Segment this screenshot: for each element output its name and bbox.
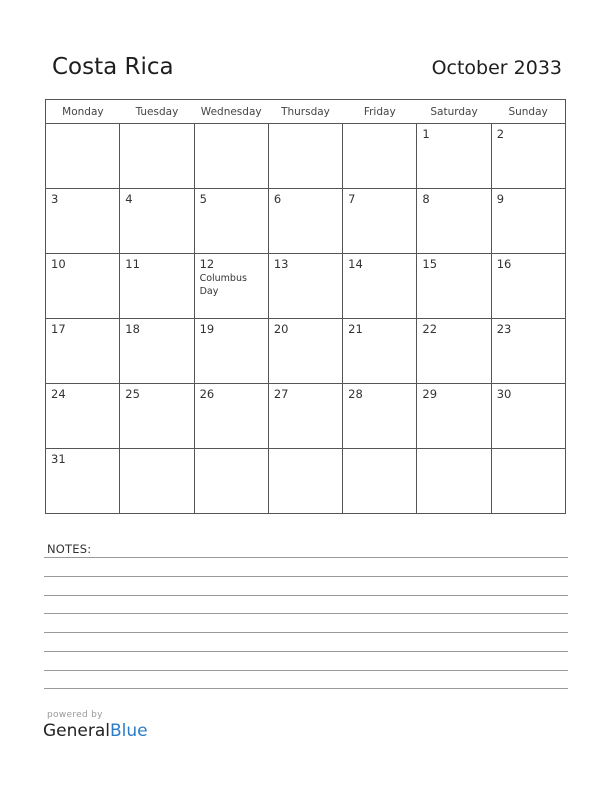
day-number: 2 [496, 127, 505, 141]
weekday-header: Saturday [417, 100, 491, 124]
day-cell [194, 254, 268, 319]
week-row [46, 319, 566, 384]
notes-line [44, 576, 568, 577]
day-number: 12 [199, 257, 215, 271]
weekday-header: Monday [46, 100, 120, 124]
day-number: 18 [125, 322, 140, 336]
day-number: 5 [199, 192, 207, 206]
notes-line [44, 670, 568, 671]
day-cell [46, 319, 120, 384]
country-title: Costa Rica [52, 54, 174, 80]
weekday-header: Friday [343, 100, 417, 124]
day-cell [343, 254, 417, 319]
day-cell [343, 189, 417, 254]
notes-line [44, 632, 568, 633]
notes-line [44, 651, 568, 652]
day-cell [194, 124, 268, 189]
day-number: 30 [496, 387, 512, 401]
week-row [46, 189, 566, 254]
day-cell [491, 319, 565, 384]
week-row [46, 124, 566, 189]
day-cell [417, 319, 491, 384]
day-cell [343, 384, 417, 449]
weekday-header: Tuesday [120, 100, 194, 124]
day-cell [417, 189, 491, 254]
day-number: 29 [422, 387, 438, 401]
day-cell [491, 384, 565, 449]
day-cell [268, 254, 342, 319]
day-number: 6 [273, 192, 282, 206]
day-cell [194, 449, 268, 514]
day-cell [46, 254, 120, 319]
day-number: 15 [422, 257, 438, 271]
brand-name-part1: General [43, 721, 110, 741]
day-cell [343, 124, 417, 189]
notes-label: NOTES: [47, 542, 92, 556]
day-cell [194, 319, 268, 384]
day-number: 8 [422, 192, 430, 206]
week-row [46, 384, 566, 449]
day-cell [46, 189, 120, 254]
day-number: 19 [199, 322, 215, 336]
day-number: 17 [51, 322, 66, 336]
day-cell [194, 384, 268, 449]
month-year-title: October 2033 [431, 57, 562, 79]
day-cell [46, 449, 120, 514]
week-row [46, 254, 566, 319]
day-cell [343, 449, 417, 514]
day-cell [120, 449, 194, 514]
day-number: 31 [51, 452, 66, 466]
generalblue-logo [43, 721, 148, 741]
week-row [46, 449, 566, 514]
day-cell [120, 254, 194, 319]
day-number: 1 [422, 127, 430, 141]
day-number: 9 [496, 192, 505, 206]
day-cell [120, 384, 194, 449]
day-number: 22 [422, 322, 438, 336]
day-cell [491, 124, 565, 189]
notes-line [44, 557, 568, 558]
day-cell [268, 384, 342, 449]
weekday-header-row [46, 100, 566, 124]
day-cell [46, 384, 120, 449]
day-number: 7 [348, 192, 356, 206]
day-number: 14 [348, 257, 363, 271]
day-cell [120, 124, 194, 189]
day-cell [417, 124, 491, 189]
day-cell [120, 319, 194, 384]
day-number: 11 [125, 257, 140, 271]
weekday-header: Thursday [268, 100, 342, 124]
day-number: 10 [51, 257, 66, 271]
day-number: 24 [51, 387, 66, 401]
day-number: 26 [199, 387, 215, 401]
day-number: 13 [273, 257, 289, 271]
weekday-header: Wednesday [194, 100, 268, 124]
day-number: 20 [273, 322, 289, 336]
notes-line [44, 595, 568, 596]
notes-line [44, 613, 568, 614]
day-number: 23 [496, 322, 512, 336]
day-cell [268, 319, 342, 384]
day-cell [268, 124, 342, 189]
day-cell [417, 384, 491, 449]
day-cell [491, 189, 565, 254]
holiday-label: Columbus Day [199, 273, 247, 297]
day-cell [491, 449, 565, 514]
day-number: 3 [51, 192, 59, 206]
day-cell [268, 189, 342, 254]
calendar-grid [45, 99, 566, 514]
day-number: 25 [125, 387, 140, 401]
notes-line [44, 688, 568, 689]
day-cell [194, 189, 268, 254]
day-cell [46, 124, 120, 189]
powered-by-text: powered by [47, 710, 103, 720]
day-number: 28 [348, 387, 363, 401]
day-cell [120, 189, 194, 254]
day-number: 27 [273, 387, 289, 401]
brand-name-part2: Blue [110, 721, 148, 741]
day-cell [417, 254, 491, 319]
day-cell [491, 254, 565, 319]
day-cell [343, 319, 417, 384]
weekday-header: Sunday [491, 100, 565, 124]
day-number: 4 [125, 192, 133, 206]
day-number: 16 [496, 257, 512, 271]
day-cell [268, 449, 342, 514]
day-number: 21 [348, 322, 363, 336]
day-cell [417, 449, 491, 514]
